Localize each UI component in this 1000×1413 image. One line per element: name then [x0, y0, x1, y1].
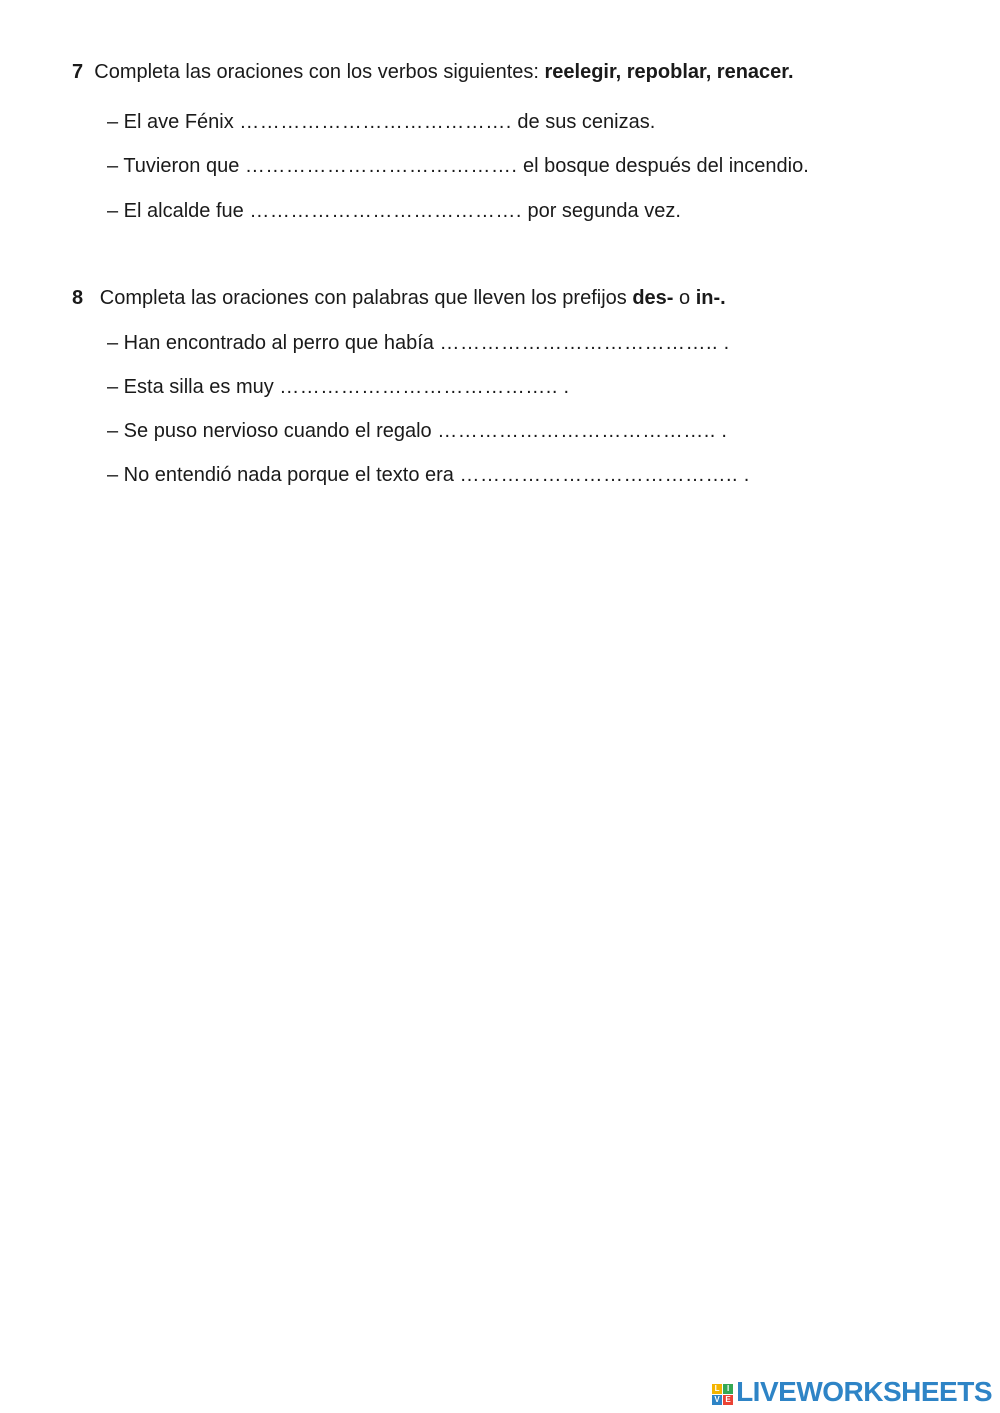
blank-line[interactable]: …………………………………. — [239, 111, 512, 133]
exercise-8-heading — [72, 286, 726, 310]
item-text-before: – Esta silla es muy — [107, 376, 274, 398]
prefix-in: in-. — [695, 287, 726, 309]
exercise-7-item-2 — [107, 154, 809, 178]
logo-letter-v: V — [712, 1395, 722, 1405]
exercise-8-item-4 — [107, 463, 749, 487]
item-text-after: el bosque después del incendio. — [523, 155, 809, 177]
item-text-before: – Tuvieron que — [107, 155, 240, 177]
exercise-8-item-2 — [107, 375, 569, 399]
item-text-after: . — [563, 376, 570, 398]
logo-grid-icon — [712, 1384, 733, 1405]
logo-letter-e: E — [723, 1395, 733, 1405]
exercise-7-item-1 — [107, 110, 655, 134]
exercise-7-item-3 — [107, 199, 681, 223]
blank-line[interactable]: …………………………………. — [244, 155, 518, 177]
exercise-8-item-1 — [107, 331, 729, 355]
logo-wordmark: LIVEWORKSHEETS — [736, 1376, 992, 1407]
blank-line[interactable]: ………………………………….. — [279, 376, 558, 398]
item-text-after: . — [721, 420, 727, 442]
liveworksheets-logo — [712, 1377, 992, 1407]
item-text-before: – El alcalde fue — [107, 200, 244, 222]
verb-list: reelegir, repoblar, renacer. — [544, 61, 794, 83]
exercise-7-heading — [72, 60, 794, 84]
item-text-after: por segunda vez. — [527, 200, 681, 222]
exercise-instruction: Completa las oraciones con los verbos siguientes: — [94, 61, 539, 83]
item-text-after: . — [723, 332, 730, 354]
exercise-8-item-3 — [107, 419, 727, 443]
exercise-instruction: Completa las oraciones con palabras que lleven los prefijos — [99, 287, 627, 309]
prefix-connector: o — [679, 287, 691, 309]
item-text-after: . — [743, 464, 750, 486]
blank-line[interactable]: ………………………………….. — [459, 464, 739, 486]
item-text-before: – Han encontrado al perro que había — [107, 332, 434, 354]
prefix-des: des- — [632, 287, 674, 309]
item-text-before: – No entendió nada porque el texto era — [107, 464, 454, 486]
exercise-number: 7 — [72, 61, 84, 83]
item-text-after: de sus cenizas. — [517, 111, 656, 133]
exercise-number: 8 — [72, 287, 84, 309]
logo-letter-i: I — [723, 1384, 733, 1394]
item-text-before: – El ave Fénix — [107, 111, 234, 133]
blank-line[interactable]: ………………………………….. — [439, 332, 719, 354]
blank-line[interactable]: ………………………………….. — [437, 420, 716, 442]
logo-letter-l: L — [712, 1384, 722, 1394]
item-text-before: – Se puso nervioso cuando el regalo — [107, 420, 432, 442]
blank-line[interactable]: …………………………………. — [249, 200, 522, 222]
